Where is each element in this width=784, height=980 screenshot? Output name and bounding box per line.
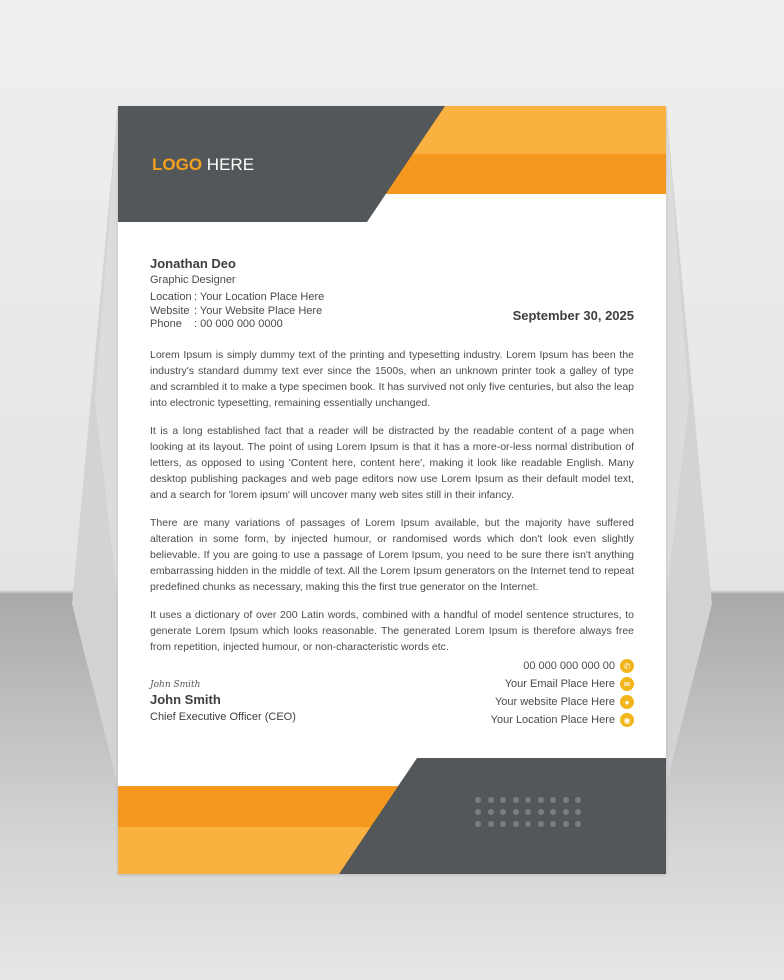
dot	[563, 797, 569, 803]
dot	[488, 797, 494, 803]
logo-text-secondary: HERE	[206, 155, 255, 174]
dot	[513, 821, 519, 827]
dot	[563, 821, 569, 827]
signatory-name: John Smith	[150, 692, 221, 707]
dot	[575, 797, 581, 803]
contact-location-row	[491, 711, 634, 729]
globe-icon: ●	[620, 695, 634, 709]
website-label: Website	[150, 304, 190, 317]
dot	[550, 809, 556, 815]
letter-date: September 30, 2025	[512, 308, 634, 323]
dot	[475, 797, 481, 803]
letter-body	[150, 347, 634, 667]
contact-location: Your Location Place Here	[490, 714, 615, 726]
dot	[538, 821, 544, 827]
contact-phone: 00 000 000 000 00	[523, 660, 615, 672]
dot	[550, 797, 556, 803]
contact-website-row	[491, 693, 634, 711]
signatory-title: Chief Executive Officer (CEO)	[150, 711, 296, 723]
dot	[513, 797, 519, 803]
dot	[513, 809, 519, 815]
body-paragraph-2: It is a long established fact that a reader will be distracted by the readable content of a page when looking at its layout. The point of using Lorem Ipsum is that it has a more-or-less normal distribution of letters, as opposed to using 'Content here, content here', making it look like readable English. Many desktop publishing packages and web page editors now use Lorem Ipsum as their default model text, and a search for 'lorem ipsum' will uncover many web sites still in their infancy.	[150, 425, 634, 501]
email-icon: ✉	[620, 677, 634, 691]
dot	[575, 809, 581, 815]
phone-icon: ✆	[620, 659, 634, 673]
dot	[500, 821, 506, 827]
dot	[538, 809, 544, 815]
dot	[475, 821, 481, 827]
body-paragraph-1: Lorem Ipsum is simply dummy text of the printing and typesetting industry. Lorem Ipsum has been the industry's standard dummy text ever since the 1500s, when an unknown printer took a galley of type and scrambled it to make a type specimen book. It has survived not only five centuries, but also the leap into electronic typesetting, remaining essentially unchanged.	[150, 349, 634, 409]
dot	[575, 821, 581, 827]
body-paragraph-3: There are many variations of passages of Lorem Ipsum available, but the majority have suffered alteration in some form, by injected humour, or randomised words which don't look even slightly believable. If you are going to use a passage of Lorem Ipsum, you need to be sure there isn't anything embarrassing hidden in the middle of text. All the Lorem Ipsum generators on the Internet tend to repeat predefined chunks as necessary, making this the first true generator on the Internet.	[150, 517, 634, 593]
dot	[475, 809, 481, 815]
body-paragraph-4: It uses a dictionary of over 200 Latin words, combined with a handful of model sentence structures, to generate Lorem Ipsum which looks reasonable. The generated Lorem Ipsum is therefore always free from repetition, injected humour, or non-characteristic words etc.	[150, 609, 634, 653]
signature-block	[150, 680, 296, 723]
dot	[488, 821, 494, 827]
contact-phone-row	[491, 657, 634, 675]
website-value: : Your Website Place Here	[194, 304, 323, 317]
phone-label: Phone	[150, 318, 182, 330]
dot	[550, 821, 556, 827]
logo	[152, 155, 254, 175]
sender-block	[150, 256, 324, 332]
location-value: : Your Location Place Here	[194, 291, 325, 303]
dot	[538, 797, 544, 803]
location-pin-icon: ◉	[620, 713, 634, 727]
contact-email: Your Email Place Here	[504, 678, 615, 690]
handwritten-signature: John Smith	[150, 680, 201, 690]
contact-website: Your website Place Here	[494, 696, 615, 708]
dot	[525, 797, 531, 803]
dot	[563, 809, 569, 815]
sender-name: Jonathan Deo	[150, 256, 236, 271]
sender-location-row	[150, 291, 324, 305]
sender-website-row	[150, 305, 324, 319]
decorative-dots	[475, 797, 587, 827]
sender-title: Graphic Designer	[150, 274, 236, 286]
dot	[500, 809, 506, 815]
letterhead-page	[118, 106, 666, 874]
dot	[525, 809, 531, 815]
contact-info	[491, 657, 634, 729]
sender-phone-row	[150, 318, 324, 332]
dot	[500, 797, 506, 803]
dot	[525, 821, 531, 827]
logo-text-primary: LOGO	[152, 155, 203, 174]
dot	[488, 809, 494, 815]
phone-value: : 00 000 000 0000	[194, 318, 283, 330]
sender-contact	[150, 291, 324, 332]
location-label: Location	[150, 291, 192, 303]
contact-email-row	[491, 675, 634, 693]
